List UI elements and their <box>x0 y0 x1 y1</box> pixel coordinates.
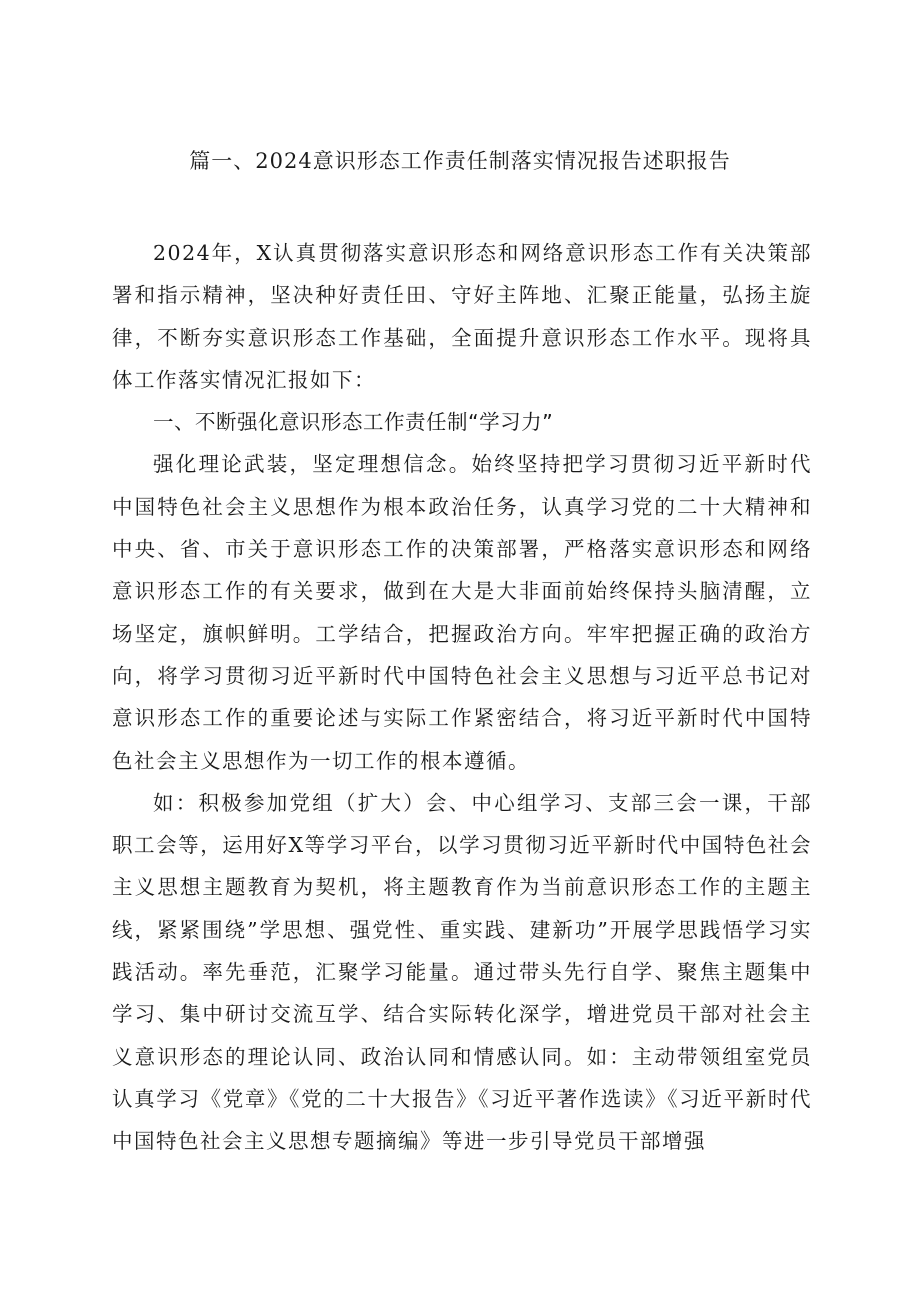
intro-paragraph: 2024年，X认真贯彻落实意识形态和网络意识形态工作有关决策部署和指示精神，坚决种好责任田、守好主阵地、汇聚正能量，弘扬主旋律，不断夯实意识形态工作基础，全面提升意识形态工作水平。现将具体工作落实情况汇报如下： <box>112 241 812 392</box>
section-heading: 一、不断强化意识形态工作责任制“学习力” <box>153 410 554 435</box>
body-paragraph-2: 如：积极参加党组（扩大）会、中心组学习、支部三会一课，干部职工会等，运用好X等学习平台，以学习贯彻习近平新时代中国特色社会主义思想主题教育为契机，将主题教育作为当前意识形态工作的主题主线，紧紧围绕”学思想、强党性、重实践、建新功”开展学思践悟学习实践活动。率先垂范，汇聚学习能量。通过带头先行自学、聚焦主题集中学习、集中研讨交流互学、结合实际转化深学，增进党员干部对社会主义意识形态的理论认同、政治认同和情感认同。如：主动带领组室党员认真学习《党章》《党的二十大报告》《习近平著作选读》《习近平新时代中国特色社会主义思想专题摘编》等进一步引导党员干部增强 <box>112 790 812 1154</box>
body-paragraph-1: 强化理论武装，坚定理想信念。始终坚持把学习贯彻习近平新时代中国特色社会主义思想作为根本政治任务，认真学习党的二十大精神和中央、省、市关于意识形态工作的决策部署，严格落实意识形态和网络意识形态工作的有关要求，做到在大是大非面前始终保持头脑清醒，立场坚定，旗帜鲜明。工学结合，把握政治方向。牢牢把握正确的政治方向，将学习贯彻习近平新时代中国特色社会主义思想与习近平总书记对意识形态工作的重要论述与实际工作紧密结合，将习近平新时代中国特色社会主义思想作为一切工作的根本遵循。 <box>112 452 812 773</box>
document-title: 篇一、2024意识形态工作责任制落实情况报告述职报告 <box>189 149 731 173</box>
document-body <box>112 232 812 1163</box>
